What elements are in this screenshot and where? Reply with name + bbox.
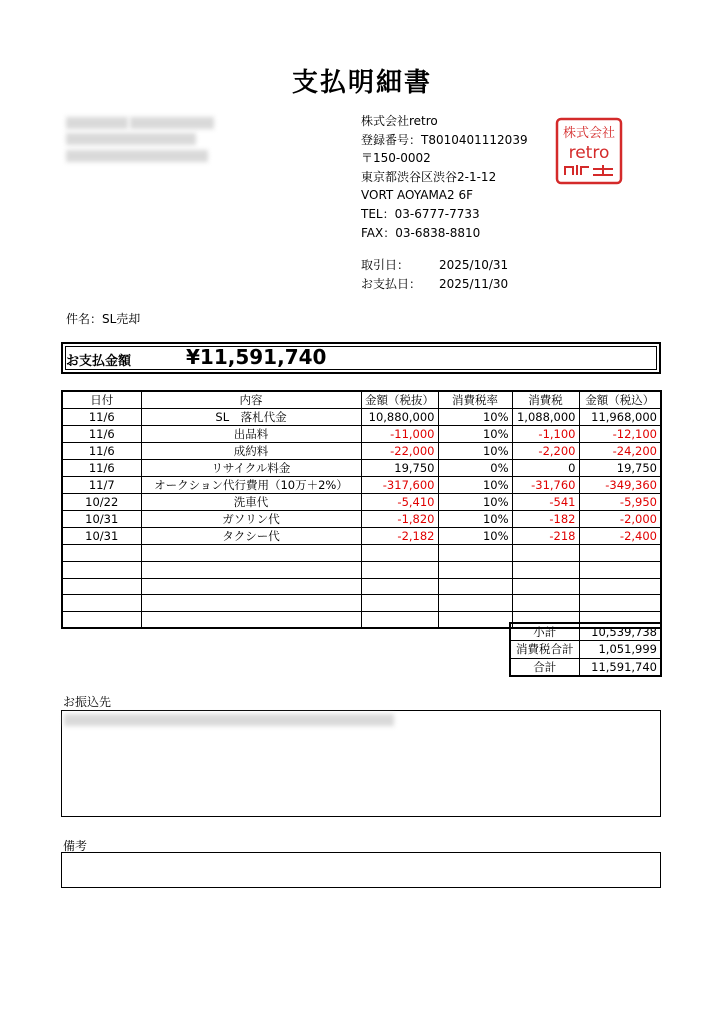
redacted-recipient-line-1 — [66, 117, 128, 129]
cell-date: 10/22 — [62, 494, 141, 511]
issuer-block — [361, 112, 528, 242]
empty-cell — [579, 561, 661, 578]
document-title: 支払明細書 — [291, 68, 432, 98]
cell-desc: SL 落札代金 — [141, 409, 361, 426]
issuer-address-1: 東京都渋谷区渋谷2-1-12 — [361, 169, 497, 184]
redacted-bank-info — [64, 714, 394, 726]
empty-cell — [438, 612, 512, 629]
date-block — [361, 256, 508, 293]
cell-total: -349,360 — [579, 477, 661, 494]
transaction-date-label: 取引日： — [361, 258, 410, 272]
payment-amount-value: ¥11,591,740 — [186, 345, 327, 369]
grand-total-label: 合計 — [510, 658, 579, 676]
header-tax-rate: 消費税率 — [438, 391, 512, 409]
cell-total: -5,950 — [579, 494, 661, 511]
table-header-row — [62, 391, 661, 409]
empty-cell — [62, 545, 141, 562]
subject-line: 件名：SL売却 — [66, 312, 141, 326]
cell-rate: 10% — [438, 528, 512, 545]
cell-date: 11/6 — [62, 426, 141, 443]
table-row — [62, 511, 661, 528]
cell-date: 11/6 — [62, 460, 141, 477]
cell-amount: -11,000 — [361, 426, 438, 443]
subtotal-value: 10,539,738 — [579, 623, 661, 641]
table-row — [62, 528, 661, 545]
empty-cell — [141, 612, 361, 629]
empty-cell — [438, 561, 512, 578]
grand-total-value: 11,591,740 — [579, 658, 661, 676]
cell-amount: 19,750 — [361, 460, 438, 477]
cell-total: -12,100 — [579, 426, 661, 443]
empty-cell — [361, 545, 438, 562]
cell-desc: 成約料 — [141, 443, 361, 460]
cell-desc: 出品料 — [141, 426, 361, 443]
cell-desc: オークション代行費用（10万＋2%） — [141, 477, 361, 494]
tax-total-row — [510, 641, 661, 659]
cell-rate: 10% — [438, 511, 512, 528]
cell-date: 11/6 — [62, 409, 141, 426]
empty-table-row — [62, 545, 661, 562]
redacted-recipient-line-2 — [66, 133, 196, 145]
empty-cell — [62, 561, 141, 578]
empty-cell — [512, 545, 579, 562]
empty-cell — [438, 578, 512, 595]
cell-amount: -5,410 — [361, 494, 438, 511]
grand-total-row — [510, 658, 661, 676]
cell-rate: 0% — [438, 460, 512, 477]
payment-date-label: お支払日： — [361, 276, 422, 291]
cell-rate: 10% — [438, 443, 512, 460]
issuer-fax: FAX：03-6838-8810 — [361, 225, 481, 240]
cell-desc: タクシー代 — [141, 528, 361, 545]
empty-cell — [141, 595, 361, 612]
cell-desc: 洗車代 — [141, 494, 361, 511]
cell-desc: リサイクル料金 — [141, 460, 361, 477]
cell-date: 10/31 — [62, 511, 141, 528]
seal-text: retro — [568, 143, 610, 163]
empty-cell — [579, 545, 661, 562]
empty-cell — [579, 595, 661, 612]
cell-amount: -22,000 — [361, 443, 438, 460]
cell-desc: ガソリン代 — [141, 511, 361, 528]
empty-cell — [512, 578, 579, 595]
cell-total: 19,750 — [579, 460, 661, 477]
table-row — [62, 426, 661, 443]
table-row — [62, 460, 661, 477]
cell-tax: -182 — [512, 511, 579, 528]
empty-cell — [141, 561, 361, 578]
cell-tax: 0 — [512, 460, 579, 477]
empty-cell — [141, 545, 361, 562]
issuer-address-2: VORT AOYAMA2 6F — [361, 188, 473, 203]
cell-total: -24,200 — [579, 443, 661, 460]
company-seal-icon — [555, 117, 623, 185]
empty-table-row — [62, 578, 661, 595]
transaction-date-value: 2025/10/31 — [439, 258, 509, 272]
table-row — [62, 494, 661, 511]
cell-tax: -218 — [512, 528, 579, 545]
line-items-table — [61, 390, 662, 629]
empty-cell — [141, 578, 361, 595]
empty-cell — [62, 578, 141, 595]
cell-total: -2,400 — [579, 528, 661, 545]
redacted-recipient-line-3 — [66, 150, 208, 162]
payment-amount-label: お支払金額 — [66, 354, 132, 369]
empty-cell — [512, 561, 579, 578]
tax-total-value: 1,051,999 — [579, 641, 661, 659]
payment-date-value: 2025/11/30 — [439, 276, 509, 291]
cell-amount: 10,880,000 — [361, 409, 438, 426]
empty-cell — [579, 578, 661, 595]
table-row — [62, 409, 661, 426]
bank-label: お振込先 — [63, 695, 112, 709]
note-label: 備考 — [63, 839, 88, 853]
cell-amount: -317,600 — [361, 477, 438, 494]
empty-cell — [512, 595, 579, 612]
empty-cell — [361, 612, 438, 629]
table-row — [62, 443, 661, 460]
empty-cell — [438, 545, 512, 562]
seal-top-text: 株式会社 — [562, 126, 616, 141]
empty-cell — [361, 578, 438, 595]
cell-rate: 10% — [438, 409, 512, 426]
issuer-tel: TEL：03-6777-7733 — [361, 206, 480, 221]
empty-cell — [361, 561, 438, 578]
table-row — [62, 477, 661, 494]
cell-total: 11,968,000 — [579, 409, 661, 426]
cell-tax: -1,100 — [512, 426, 579, 443]
cell-amount: -2,182 — [361, 528, 438, 545]
cell-amount: -1,820 — [361, 511, 438, 528]
cell-rate: 10% — [438, 426, 512, 443]
empty-cell — [62, 595, 141, 612]
totals-table — [509, 622, 662, 677]
redacted-recipient-line-1b — [130, 117, 214, 129]
empty-cell — [361, 595, 438, 612]
cell-date: 10/31 — [62, 528, 141, 545]
empty-cell — [62, 612, 141, 629]
empty-table-row — [62, 561, 661, 578]
cell-tax: 1,088,000 — [512, 409, 579, 426]
issuer-company: 株式会社retro — [361, 114, 438, 128]
subtotal-label: 小計 — [510, 623, 579, 641]
tax-total-label: 消費税合計 — [510, 641, 579, 659]
issuer-registration: 登録番号：T8010401112039 — [361, 132, 528, 147]
payment-amount-box — [61, 342, 661, 374]
empty-table-row — [62, 595, 661, 612]
header-date: 日付 — [62, 391, 141, 409]
bank-box — [61, 710, 661, 817]
note-box — [61, 852, 661, 888]
cell-tax: -31,760 — [512, 477, 579, 494]
issuer-postal: 〒150-0002 — [361, 151, 431, 166]
cell-total: -2,000 — [579, 511, 661, 528]
header-description: 内容 — [141, 391, 361, 409]
cell-tax: -2,200 — [512, 443, 579, 460]
cell-rate: 10% — [438, 477, 512, 494]
header-amount-incl: 金額（税込） — [579, 391, 661, 409]
cell-date: 11/6 — [62, 443, 141, 460]
header-amount-excl: 金額（税抜） — [361, 391, 438, 409]
cell-date: 11/7 — [62, 477, 141, 494]
cell-rate: 10% — [438, 494, 512, 511]
subtotal-row — [510, 623, 661, 641]
cell-tax: -541 — [512, 494, 579, 511]
empty-cell — [438, 595, 512, 612]
header-tax: 消費税 — [512, 391, 579, 409]
